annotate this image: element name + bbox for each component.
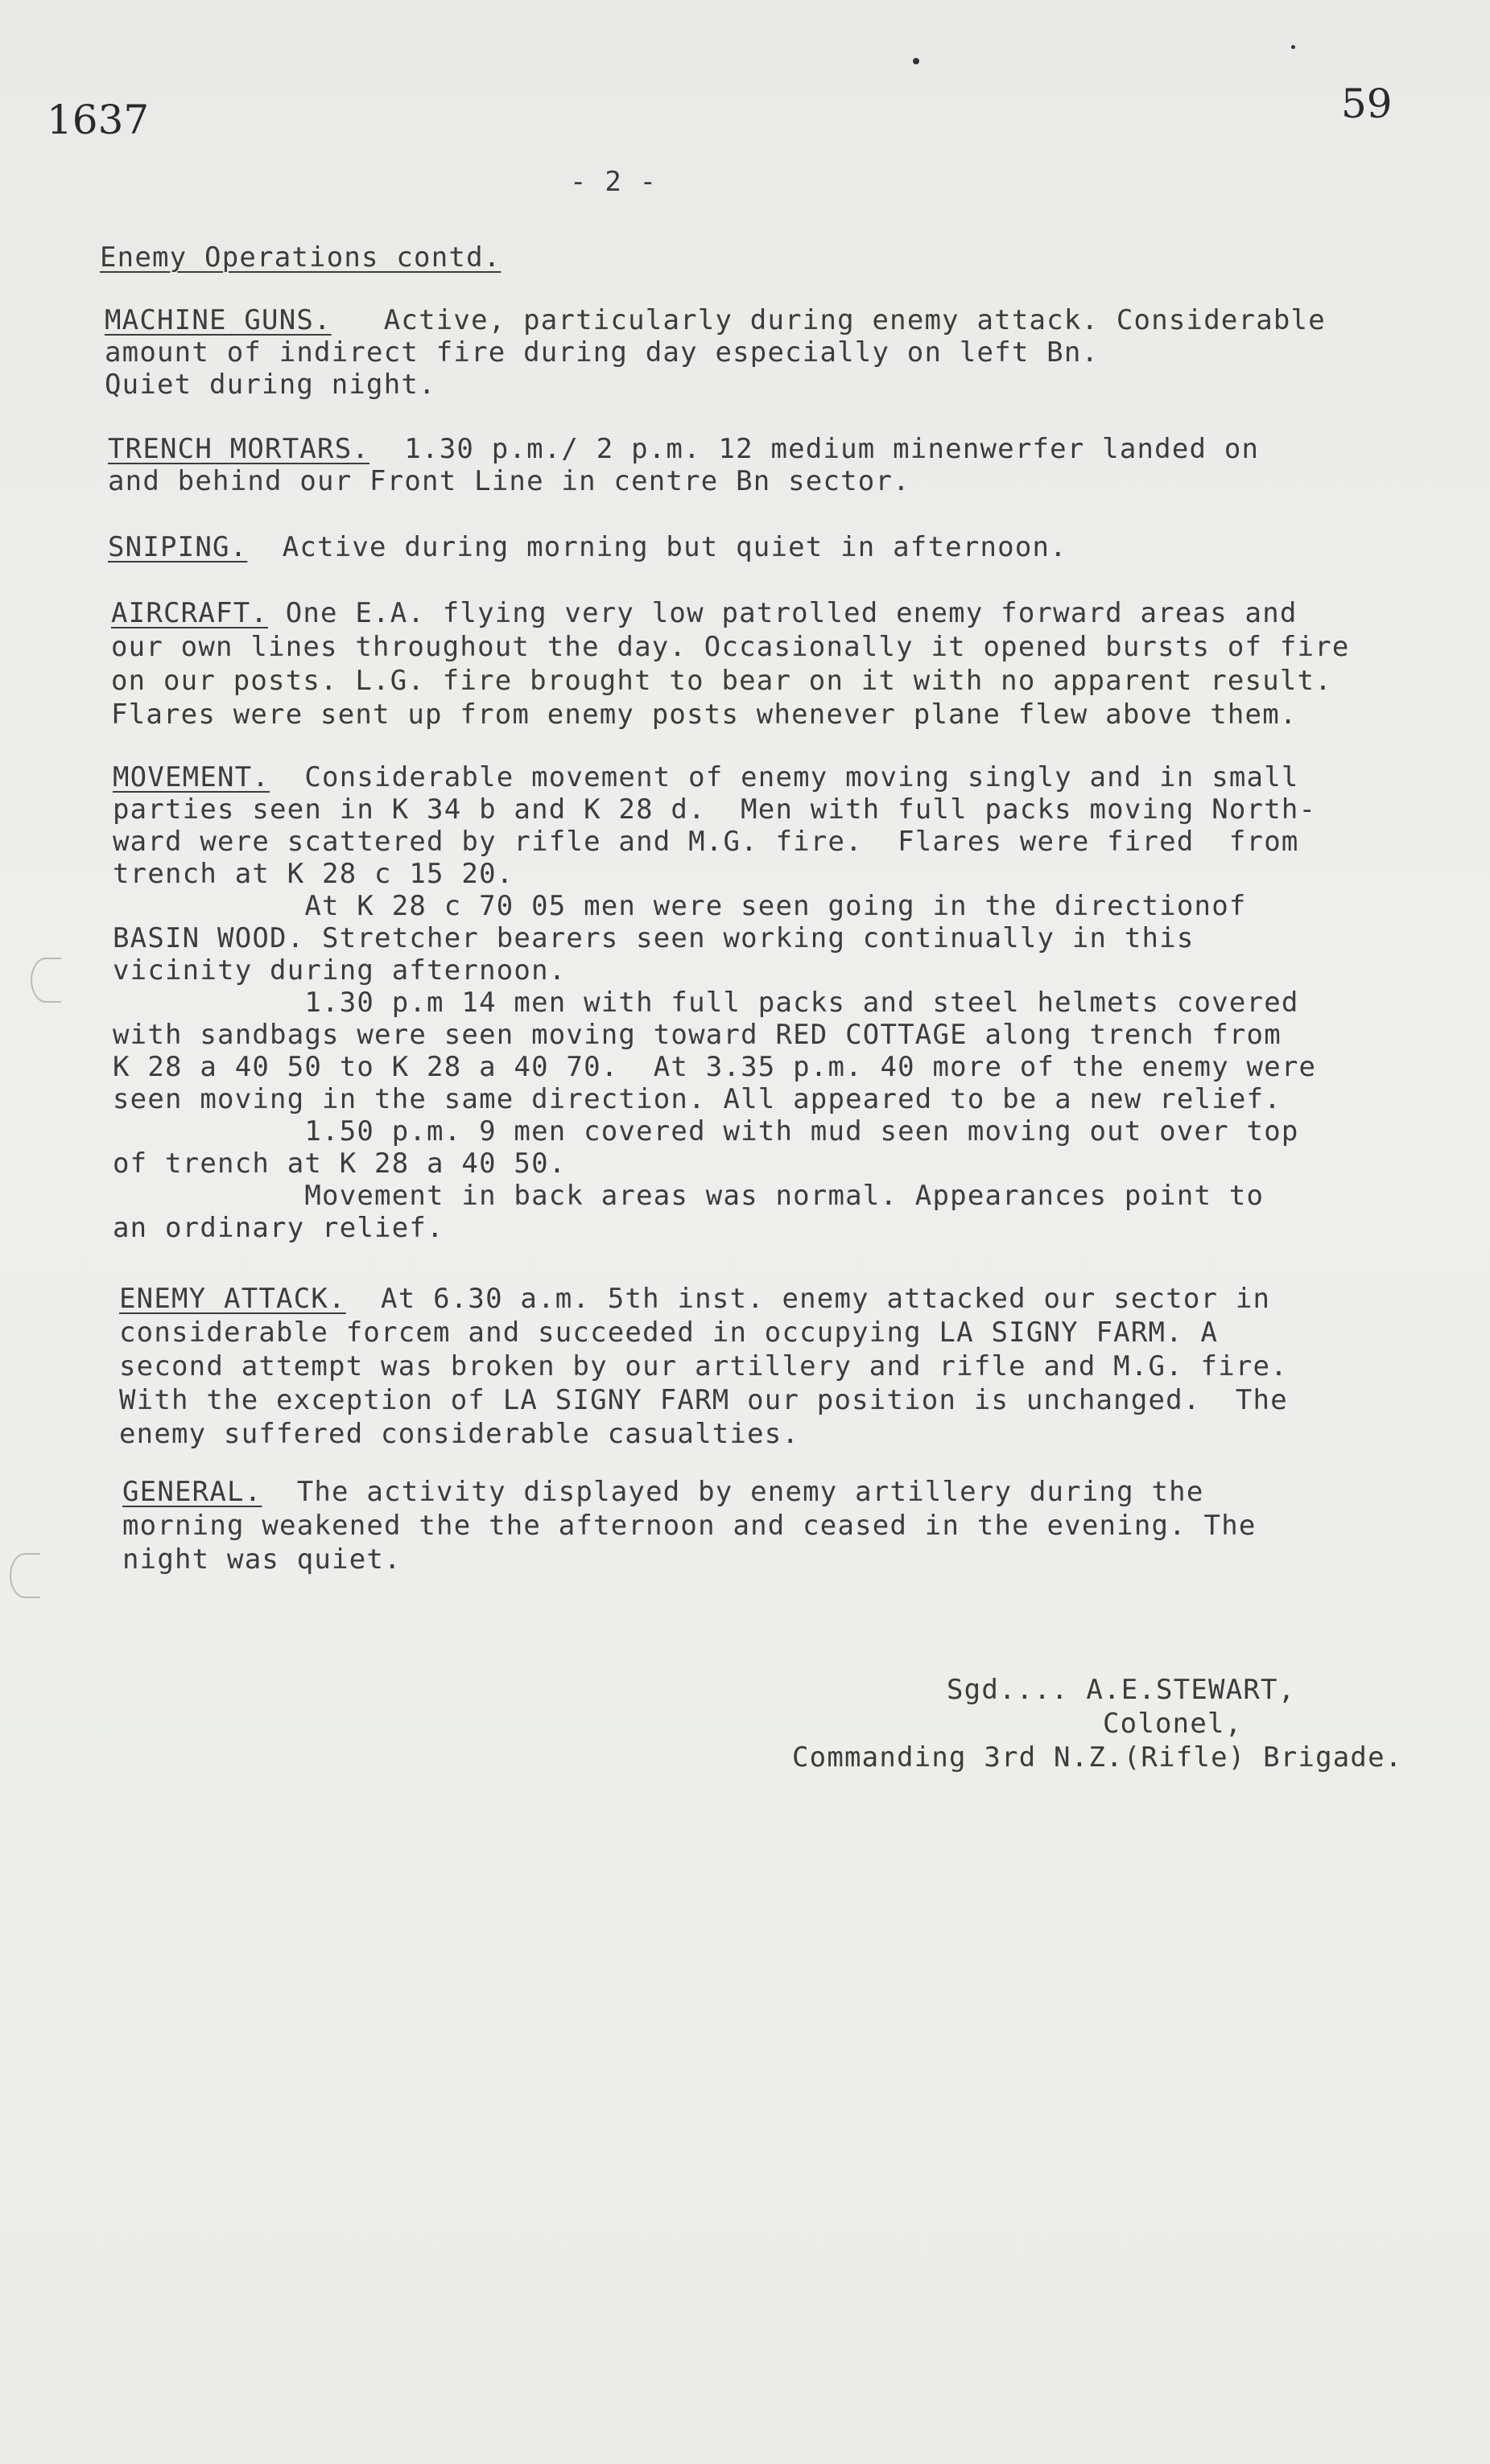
section-movement: MOVEMENT. Considerable movement of enemy moving singly and in small parties seen in K 34 b and K 28 d. Men with full packs moving North- ward were scattered by rifle and M.G. fire. Flares were fired from trench at K 28 c 15 20. At K 28 c 70 05 men were seen going in the directionof BASIN WOOD. Stretcher bearers seen working continually in this vicinity during afternoon. 1.30 p.m 14 men with full packs and steel helmets covered with sandbags were seen moving toward RED COTTAGE along trench from K 28 a 40 50 to K 28 a 40 70. At 3.35 p.m. 40 more of the enemy were seen moving in the same direction. All appeared to be a new relief. 1.50 p.m. 9 men covered with mud seen moving out over top of trench at K 28 a 40 50. Movement in back areas was normal. Appearances point to an ordinary relief. bbox=[113, 761, 1317, 1244]
punch-hole-lower bbox=[10, 1553, 40, 1598]
section-trench-mortars: TRENCH MORTARS. 1.30 p.m./ 2 p.m. 12 medium minenwerfer landed on and behind our Front Line in centre Bn sector. bbox=[108, 433, 1260, 497]
section-label: GENERAL. bbox=[122, 1476, 262, 1508]
section-label: TRENCH MORTARS. bbox=[108, 433, 370, 465]
signature-line-1: Sgd.... A.E.STEWART, bbox=[947, 1674, 1296, 1706]
signature-line-3: Commanding 3rd N.Z.(Rifle) Brigade. bbox=[792, 1741, 1403, 1774]
section-machine-guns: MACHINE GUNS. Active, particularly during enemy attack. Considerable amount of indirect fire during day especially on left Bn. Quiet during night. bbox=[105, 304, 1326, 401]
section-label: ENEMY ATTACK. bbox=[119, 1283, 346, 1315]
file-number: 1637 bbox=[47, 97, 150, 143]
page-marker: - 2 - bbox=[570, 166, 658, 198]
section-general: GENERAL. The activity displayed by enemy artillery during the morning weakened the the afternoon and ceased in the evening. The night was quiet. bbox=[122, 1476, 1257, 1576]
folio-number: 59 bbox=[1341, 80, 1393, 127]
ink-speck bbox=[1291, 45, 1295, 49]
section-label: AIRCRAFT. bbox=[111, 597, 269, 629]
section-label: MACHINE GUNS. bbox=[105, 304, 332, 336]
section-label: MOVEMENT. bbox=[113, 761, 270, 793]
signature-line-2: Colonel, bbox=[1103, 1708, 1243, 1740]
section-label: SNIPING. bbox=[108, 531, 248, 563]
section-enemy-attack: ENEMY ATTACK. At 6.30 a.m. 5th inst. enemy attacked our sector in considerable forcem and succeeded in occupying LA SIGNY FARM. A second attempt was broken by our artillery and rifle and M.G. fire. With the exception of LA SIGNY FARM our position is unchanged. The enemy suffered considerable casualties. bbox=[119, 1283, 1288, 1450]
punch-hole-upper bbox=[31, 958, 61, 1003]
section-aircraft: AIRCRAFT. One E.A. flying very low patrolled enemy forward areas and our own lines throughout the day. Occasionally it opened bursts of fire on our posts. L.G. fire brought to bear on it with no apparent result. Flares were sent up from enemy posts whenever plane flew above them. bbox=[111, 597, 1350, 731]
section-sniping: SNIPING. Active during morning but quiet in afternoon. bbox=[108, 531, 1067, 563]
ink-speck bbox=[913, 58, 919, 64]
section-heading: Enemy Operations contd. bbox=[100, 241, 501, 274]
